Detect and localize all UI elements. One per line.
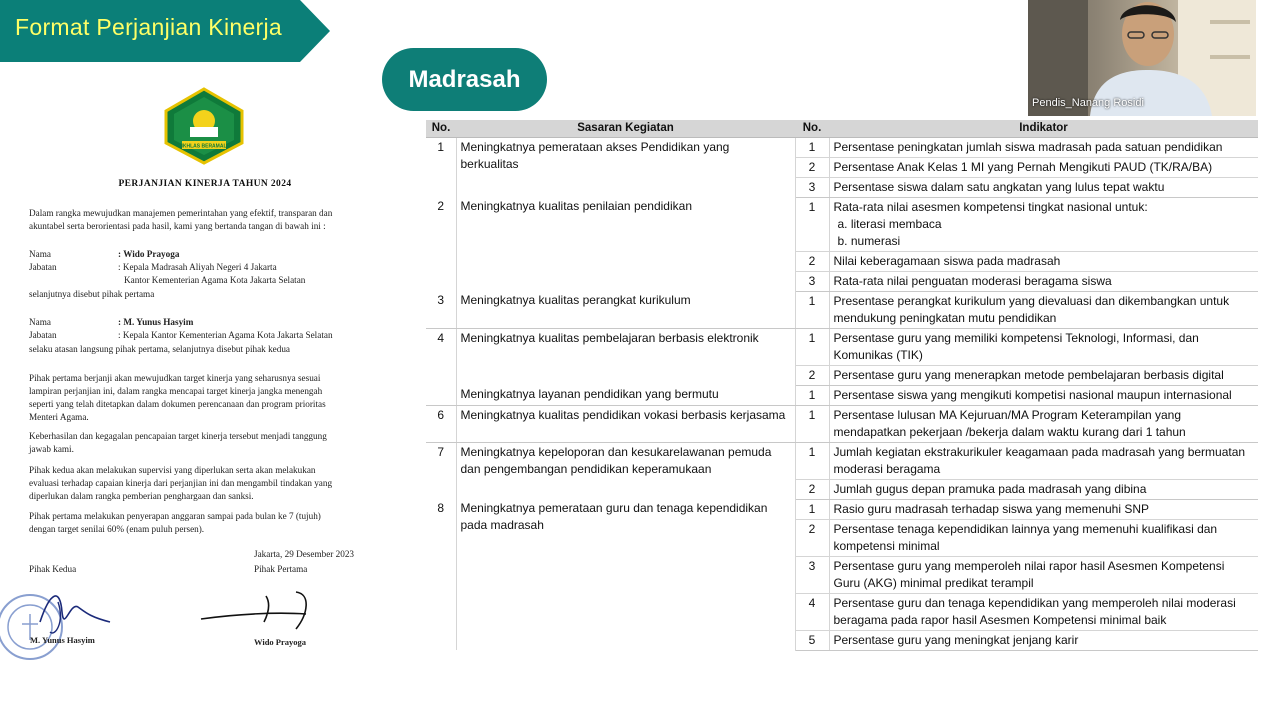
paragraph-commitment: Pihak pertama berjanji akan mewujudkan target kinerja yang seharusnya sesuai lampiran perjanjian ini, dalam rangka mencapai target kinerja jangka menengah seperti yang telah ditetapkan dalam dokumen perencanaan dan program prioritas Menteri Agama. [29, 373, 326, 422]
intro-paragraph: Dalam rangka mewujudkan manajemen pemerintahan yang efektif, transparan dan akuntabel serta berorientasi pada hasil, kami yang bertanda tangan di bawah ini : [29, 208, 333, 231]
party1-name: : Wido Prayoga [118, 249, 180, 259]
row-number [426, 385, 456, 405]
section-pill-label: Madrasah [408, 65, 521, 93]
participant-name: Pendis_Nanang Rosidi [1032, 97, 1144, 109]
row-sasaran: Meningkatnya pemerataan akses Pendidikan yang berkualitas [456, 137, 795, 197]
indicator-text: Rata-rata nilai penguatan moderasi beragama siswa [829, 271, 1258, 291]
table-header-row [426, 120, 1258, 137]
indicator-text: Presentase perangkat kurikulum yang dievaluasi dan dikembangkan untuk mendukung peningkatan mutu pendidikan [829, 291, 1258, 328]
webcam-tile[interactable] [1028, 0, 1256, 116]
row-number: 3 [426, 291, 456, 328]
indicator-text [829, 197, 1258, 251]
indicator-text: Rasio guru madrasah terhadap siswa yang memenuhi SNP [829, 499, 1258, 519]
row-number: 8 [426, 499, 456, 650]
paragraph-responsibility: Keberhasilan dan kegagalan pencapaian target kinerja tersebut menjadi tanggung jawab kami. [29, 431, 327, 454]
indicator-number: 1 [795, 197, 829, 251]
party1-position-label: Jabatan [29, 262, 57, 272]
performance-indicator-table [426, 120, 1258, 651]
row-number: 7 [426, 442, 456, 499]
indicator-number: 4 [795, 593, 829, 630]
table-row [426, 442, 1258, 479]
indicator-text: Persentase guru yang memiliki kompetensi Teknologi, Informasi, dan Komunikas (TIK) [829, 328, 1258, 365]
indicator-text: Nilai keberagamaan siswa pada madrasah [829, 251, 1258, 271]
row-sasaran: Meningkatnya kualitas perangkat kurikulum [456, 291, 795, 328]
table-row [426, 291, 1258, 328]
logo-caption: IKHLAS BERAMAL [181, 143, 227, 150]
party1-name-label: Nama [29, 249, 51, 259]
table-row [426, 385, 1258, 405]
row-sasaran: Meningkatnya kepeloporan dan kesukarelawanan pemuda dan pengembangan pendidikan keperamukaan [456, 442, 795, 499]
party2-position-label: Jabatan [29, 330, 57, 340]
row-sasaran: Meningkatnya pemerataan guru dan tenaga kependidikan pada madrasah [456, 499, 795, 650]
indicator-text: Persentase siswa yang mengikuti kompetisi nasional maupun internasional [829, 385, 1258, 405]
row-sasaran: Meningkatnya kualitas pendidikan vokasi berbasis kerjasama [456, 405, 795, 442]
indicator-sub-a: a. literasi membaca [837, 216, 942, 231]
party2-name: : M. Yunus Hasyim [118, 317, 194, 327]
signature-left-icon [30, 582, 120, 642]
indicator-text: Persentase siswa dalam satu angkatan yang lulus tepat waktu [829, 177, 1258, 197]
header-indikator: Indikator [829, 120, 1258, 137]
indicator-text: Persentase Anak Kelas 1 MI yang Pernah Mengikuti PAUD (TK/RA/BA) [829, 157, 1258, 177]
sign-right-name: Wido Prayoga [254, 637, 307, 647]
row-sasaran: Meningkatnya kualitas penilaian pendidikan [456, 197, 795, 291]
table-row [426, 197, 1258, 251]
place-date: Jakarta, 29 Desember 2023 [254, 549, 355, 559]
header-no: No. [426, 120, 456, 137]
paragraph-budget: Pihak pertama melakukan penyerapan anggaran sampai pada bulan ke 7 (tujuh) dengan target senilai 60% (enam puluh persen). [29, 511, 321, 534]
kemenag-logo-icon [162, 87, 246, 165]
indicator-number: 1 [795, 405, 829, 442]
document-title: PERJANJIAN KINERJA TAHUN 2024 [118, 179, 292, 189]
paragraph-supervision: Pihak kedua akan melakukan supervisi yang diperlukan serta akan melakukan evaluasi terhadap capaian kinerja dari perjanjian ini dan mengambil tindakan yang diperlukan dalam rangka pemberian penghargaan dan sanksi. [29, 465, 333, 501]
party1-note: selanjutnya disebut pihak pertama [29, 289, 155, 299]
row-number: 2 [426, 197, 456, 291]
indicator-number: 1 [795, 442, 829, 479]
row-number: 1 [426, 137, 456, 197]
indicator-main: Rata-rata nilai asesmen kompetensi tingkat nasional untuk: [833, 199, 1148, 214]
sign-left-name: M. Yunus Hasyim [30, 635, 95, 645]
sign-right-label: Pihak Pertama [254, 564, 308, 574]
agreement-document [0, 72, 420, 702]
header-no2: No. [795, 120, 829, 137]
indicator-text: Persentase tenaga kependidikan lainnya yang memenuhi kualifikasi dan kompetensi minimal [829, 519, 1258, 556]
indicator-number: 3 [795, 177, 829, 197]
signature-right-icon [196, 584, 336, 639]
indicator-text: Persentase guru yang meningkat jenjang karir [829, 630, 1258, 650]
indicator-number: 2 [795, 365, 829, 385]
table-row [426, 405, 1258, 442]
indicator-text: Jumlah kegiatan ekstrakurikuler keagamaan pada madrasah yang bermuatan moderasi beragama [829, 442, 1258, 479]
row-number: 4 [426, 328, 456, 385]
indicator-number: 1 [795, 499, 829, 519]
indicator-number: 2 [795, 479, 829, 499]
indicator-text: Persentase guru yang memperoleh nilai rapor hasil Asesmen Kompetensi Guru (AKG) minimal predikat terampil [829, 556, 1258, 593]
row-number: 6 [426, 405, 456, 442]
sign-left-label: Pihak Kedua [29, 564, 77, 574]
indicator-text: Persentase guru dan tenaga kependidikan yang memperoleh nilai moderasi beragama pada rapor hasil Asesmen Kompetensi minimal baik [829, 593, 1258, 630]
indicator-number: 2 [795, 251, 829, 271]
indicator-text: Persentase guru yang menerapkan metode pembelajaran berbasis digital [829, 365, 1258, 385]
indicator-number: 3 [795, 271, 829, 291]
row-sasaran: Meningkatnya layanan pendidikan yang bermutu [456, 385, 795, 405]
indicator-sub-b: b. numerasi [837, 233, 901, 248]
indicator-number: 2 [795, 157, 829, 177]
indicator-number: 1 [795, 328, 829, 365]
indicator-number: 1 [795, 137, 829, 157]
party1-position-office: Kantor Kementerian Agama Kota Jakarta Selatan [124, 275, 306, 285]
slide-title: Format Perjanjian Kinerja [15, 14, 283, 40]
indicator-text: Jumlah gugus depan pramuka pada madrasah yang dibina [829, 479, 1258, 499]
indicator-text: Persentase lulusan MA Kejuruan/MA Program Keterampilan yang mendapatkan pekerjaan /bekerja dalam waktu kurang dari 1 tahun [829, 405, 1258, 442]
indicator-text: Persentase peningkatan jumlah siswa madrasah pada satuan pendidikan [829, 137, 1258, 157]
indicator-number: 1 [795, 385, 829, 405]
indicator-number: 3 [795, 556, 829, 593]
indicator-number: 1 [795, 291, 829, 328]
table-row [426, 499, 1258, 519]
party2-note: selaku atasan langsung pihak pertama, selanjutnya disebut pihak kedua [29, 344, 291, 354]
indicator-number: 2 [795, 519, 829, 556]
party2-position: : Kepala Kantor Kementerian Agama Kota Jakarta Selatan [118, 330, 333, 340]
party1-position: : Kepala Madrasah Aliyah Negeri 4 Jakarta [118, 262, 277, 272]
header-sasaran: Sasaran Kegiatan [456, 120, 795, 137]
party2-name-label: Nama [29, 317, 51, 327]
indicator-number: 5 [795, 630, 829, 650]
table-row [426, 328, 1258, 365]
row-sasaran: Meningkatnya kualitas pembelajaran berbasis elektronik [456, 328, 795, 385]
table-row [426, 137, 1258, 157]
